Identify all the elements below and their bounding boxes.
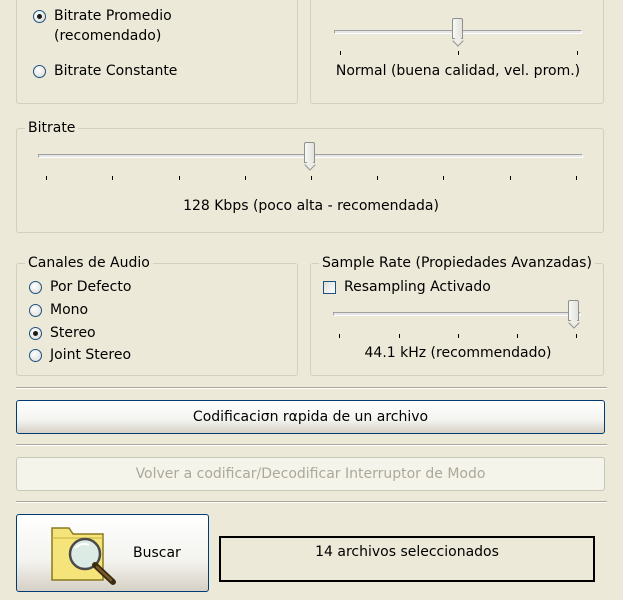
samplerate-label: 44.1 kHz (recommendado) (364, 345, 552, 361)
quality-group (310, 0, 604, 104)
radio-stereo-label: Stereo (50, 325, 96, 341)
bitrate-tick (311, 176, 312, 180)
quality-tick (340, 51, 341, 55)
radio-bitrate-constante[interactable] (33, 61, 177, 81)
bitrate-mode-group (16, 0, 298, 104)
quality-slider-thumb[interactable] (452, 18, 463, 39)
bitrate-tick (443, 176, 444, 180)
radio-checked-icon[interactable] (29, 327, 42, 340)
radio-joint-stereo-label: Joint Stereo (50, 347, 132, 363)
bitrate-label: 128 Kbps (poco alta - recomendada) (183, 198, 439, 214)
browse-button[interactable] (16, 514, 209, 592)
quality-tick (458, 51, 459, 55)
resampling-label: Resampling Activado (344, 279, 491, 295)
samplerate-group (310, 255, 604, 376)
bitrate-tick (179, 176, 180, 180)
radio-por-defecto-label: Por Defecto (50, 279, 132, 295)
separator (16, 444, 607, 446)
bitrate-tick (46, 176, 47, 180)
files-selected-text: 14 archivos seleccionados (315, 544, 499, 560)
quality-tick (577, 51, 578, 55)
samplerate-slider-thumb[interactable] (568, 300, 579, 321)
bitrate-group-title: Bitrate (25, 119, 78, 137)
radio-mono-label: Mono (50, 302, 89, 318)
samplerate-tick (458, 334, 459, 338)
radio-unchecked-icon[interactable] (29, 281, 42, 294)
browse-button-label: Buscar (133, 545, 181, 561)
samplerate-group-title: Sample Rate (Propiedades Avanzadas) (319, 254, 595, 272)
bitrate-slider-thumb[interactable] (304, 142, 315, 163)
samplerate-tick (517, 334, 518, 338)
radio-unchecked-icon[interactable] (29, 349, 42, 362)
folder-search-icon (49, 518, 121, 588)
radio-bitrate-promedio-label: Bitrate Promedio (54, 8, 172, 24)
files-selected-status (219, 536, 595, 582)
channels-group-title: Canales de Audio (25, 254, 153, 272)
separator (16, 501, 607, 503)
radio-joint-stereo[interactable] (29, 345, 131, 365)
separator (16, 387, 607, 389)
bitrate-tick (245, 176, 246, 180)
samplerate-tick (576, 334, 577, 338)
resampling-checkbox-row[interactable] (323, 277, 491, 297)
bitrate-tick (576, 176, 577, 180)
radio-unchecked-icon[interactable] (33, 65, 46, 78)
radio-unchecked-icon[interactable] (29, 304, 42, 317)
samplerate-tick (399, 334, 400, 338)
samplerate-tick (339, 334, 340, 338)
quality-label: Normal (buena calidad, vel. prom.) (335, 63, 581, 79)
switch-mode-button[interactable]: Volver a codificar/Decodificar Interruptor de Modo (16, 457, 605, 491)
radio-por-defecto[interactable] (29, 277, 131, 297)
bitrate-tick (112, 176, 113, 180)
bitrate-tick (510, 176, 511, 180)
resampling-checkbox[interactable] (323, 281, 336, 294)
channels-group (16, 255, 298, 376)
radio-checked-icon[interactable] (33, 10, 46, 23)
radio-bitrate-constante-label: Bitrate Constante (54, 63, 178, 79)
quick-encode-button[interactable]: Codificaciσn rαpida de un archivo (16, 400, 605, 434)
radio-bitrate-promedio-sublabel: (recomendado) (54, 28, 162, 44)
radio-stereo[interactable] (29, 323, 96, 343)
bitrate-tick (377, 176, 378, 180)
radio-mono[interactable] (29, 300, 88, 320)
bitrate-group (16, 120, 604, 233)
samplerate-slider-track[interactable] (333, 312, 581, 316)
radio-bitrate-promedio[interactable] (33, 6, 172, 46)
